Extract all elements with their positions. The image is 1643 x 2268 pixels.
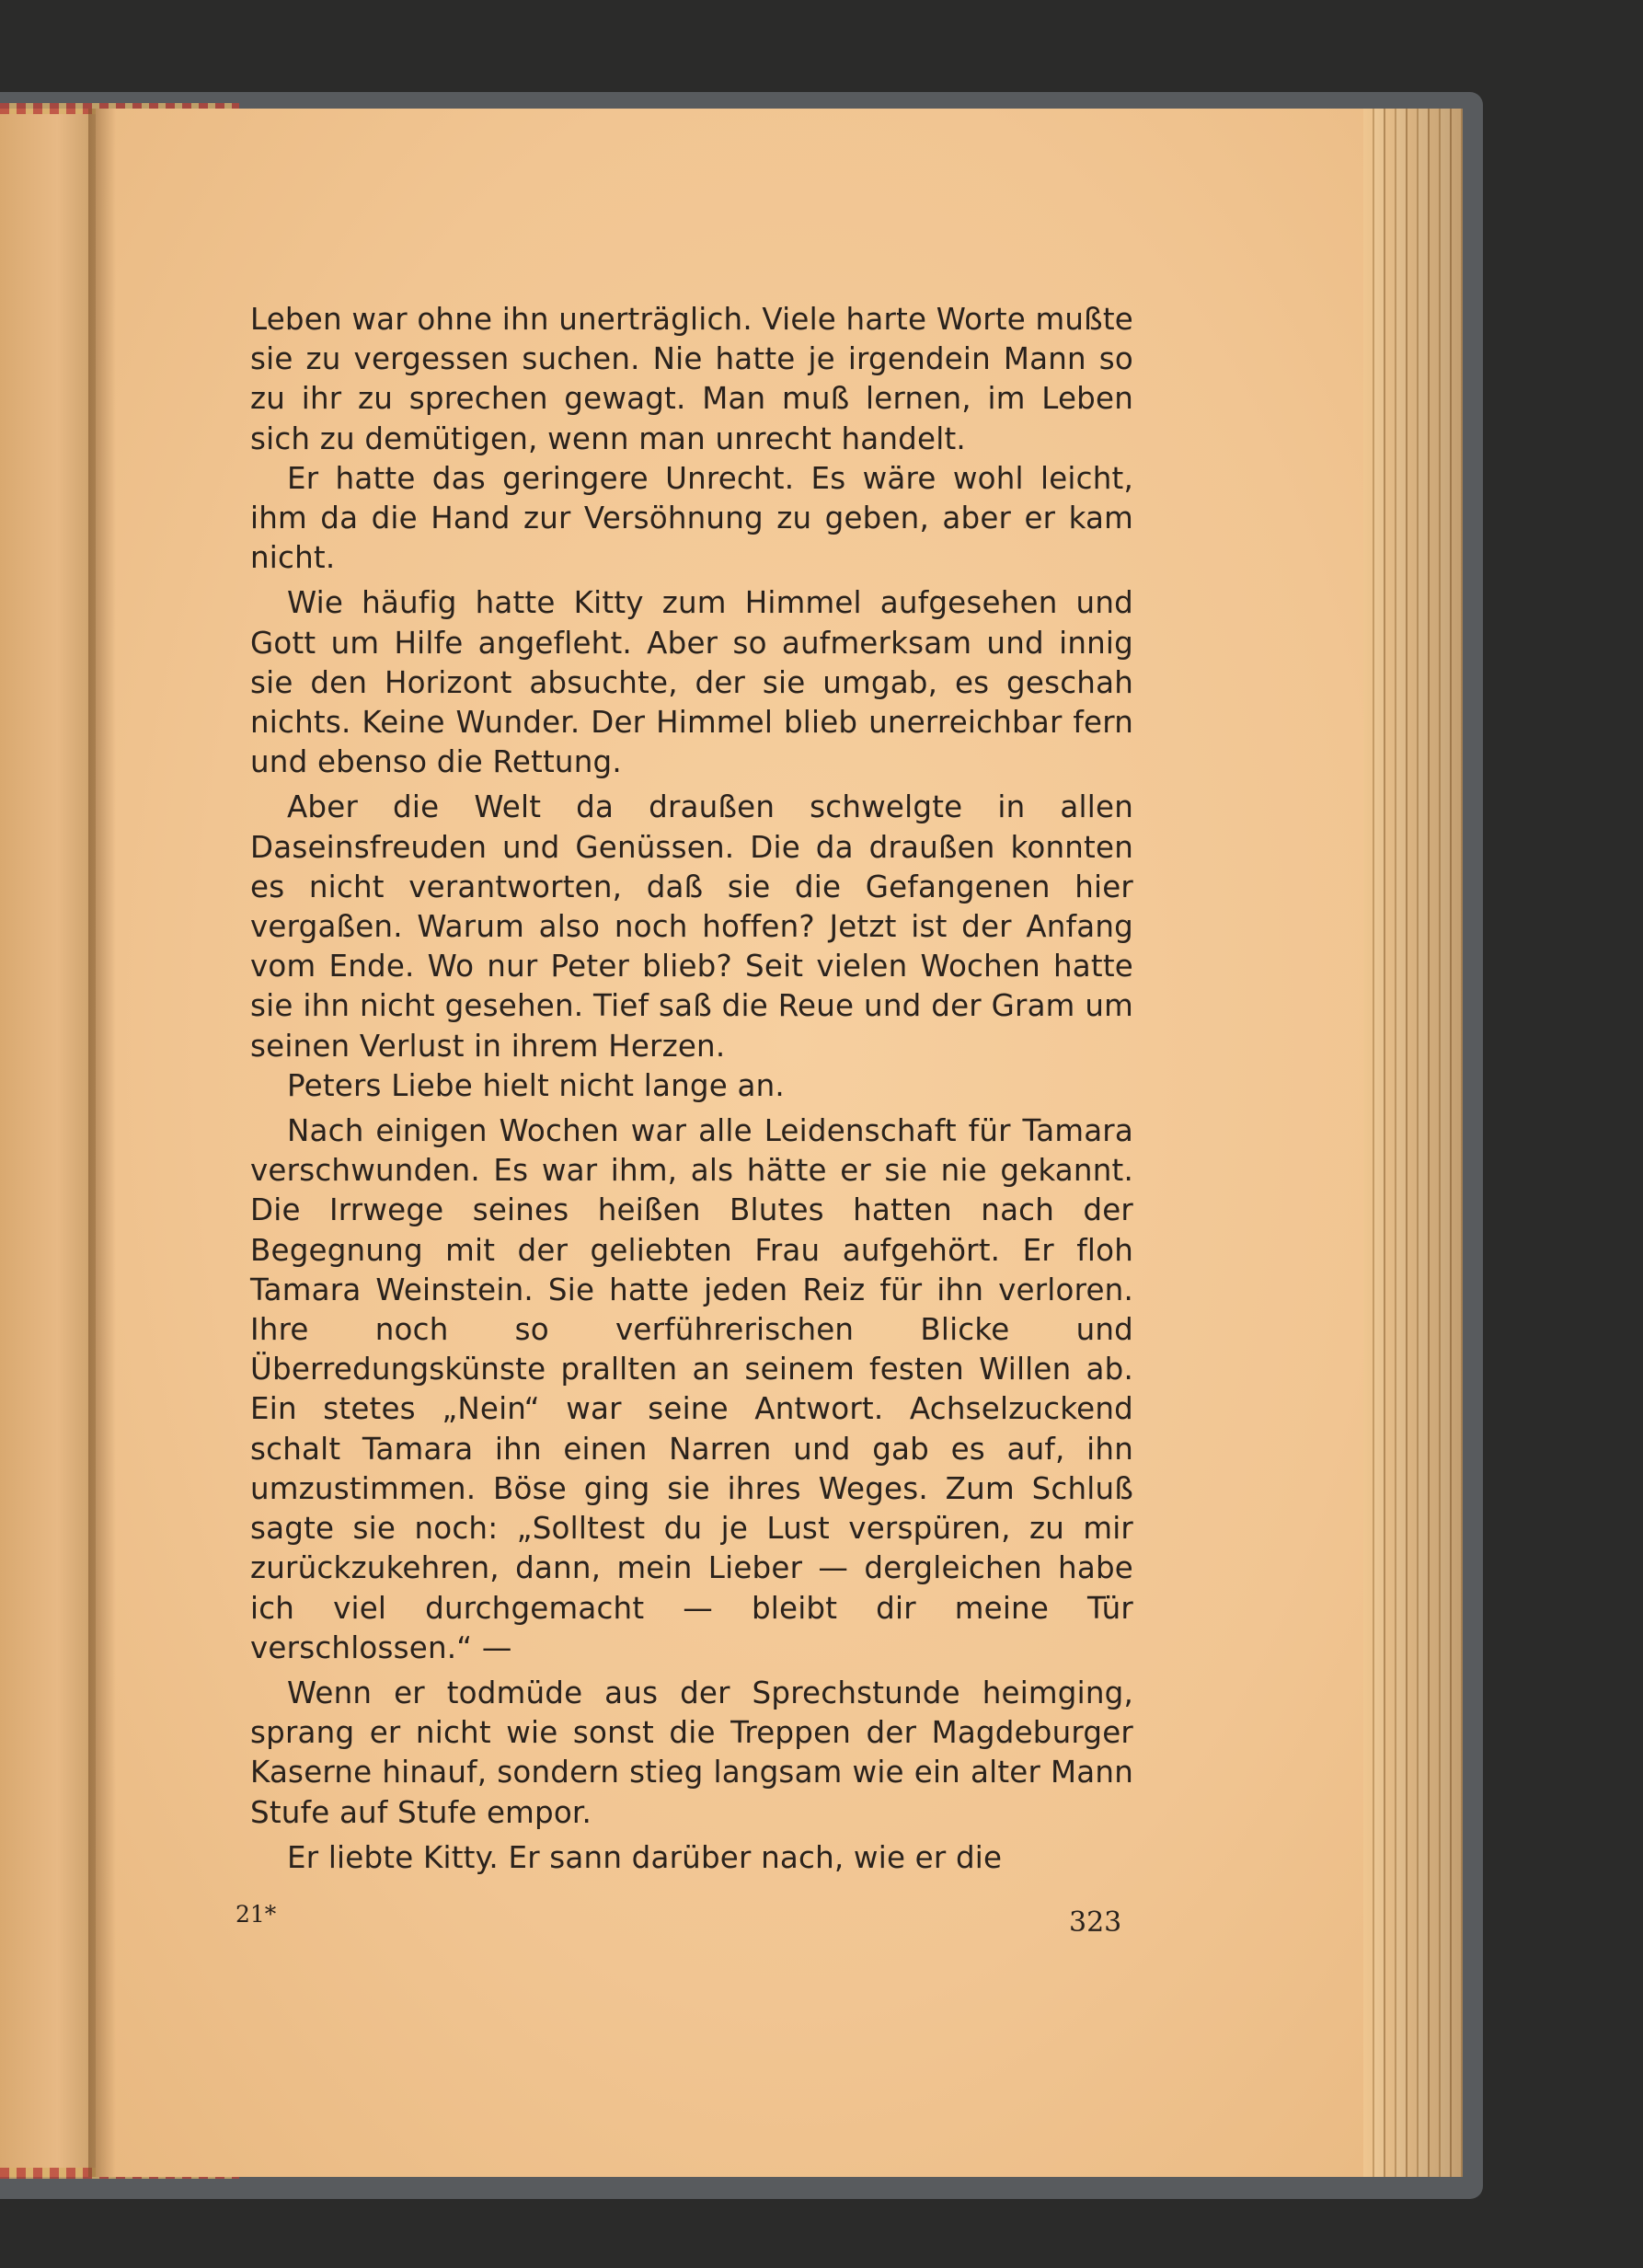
paragraph: Peters Liebe hielt nicht lange an. bbox=[287, 1067, 785, 1103]
page-edges-shade bbox=[1363, 109, 1463, 2177]
signature-mark: 21* bbox=[236, 1901, 277, 1928]
gutter-shadow bbox=[88, 109, 116, 2177]
paragraph: Er liebte Kitty. Er sann darüber nach, wie er die bbox=[287, 1839, 1003, 1875]
paragraph: Aber die Welt da draußen schwelgte in allen Daseinsfreuden und Genüssen. Die da draußen konnten es nicht verantworten, daß sie die Gefangenen hier vergaßen. Warum also noch hoffen? Jetzt ist der Anfang vom Ende. Wo nur Peter blieb? Seit vielen Wochen hatte sie ihn nicht gesehen. Tief saß die Reue und der Gram um seinen Verlust in ihrem Herzen. bbox=[250, 789, 1133, 1064]
paragraph: Wie häufig hatte Kitty zum Himmel aufgesehen und Gott um Hilfe angefleht. Aber so aufmerksam und innig sie den Horizont absuchte, der sie umgab, es geschah nichts. Keine Wunder. Der Himmel blieb unerreichbar fern und ebenso die Rettung. bbox=[250, 585, 1133, 780]
page-text bbox=[250, 300, 1133, 1878]
previous-page-edge bbox=[0, 109, 96, 2177]
page-number: 323 bbox=[1069, 1906, 1122, 1939]
paragraph: Wenn er todmüde aus der Sprechstunde heimging, sprang er nicht wie sonst die Treppen der Magdeburger Kaserne hinauf, sondern stieg langsam wie ein alter Mann Stufe auf Stufe empor. bbox=[250, 1675, 1133, 1830]
paragraph: Er hatte das geringere Unrecht. Es wäre wohl leicht, ihm da die Hand zur Versöhnung zu geben, aber er kam nicht. bbox=[250, 460, 1133, 576]
paragraph: Leben war ohne ihn unerträglich. Viele harte Worte mußte sie zu vergessen suchen. Nie hatte je irgendein Mann so zu ihr zu sprechen gewagt. Man muß lernen, im Leben sich zu demütigen, wenn man unrecht handelt. bbox=[250, 302, 1133, 456]
paragraph: Nach einigen Wochen war alle Leidenschaft für Tamara verschwunden. Es war ihm, als hätte er sie nie gekannt. Die Irrwege seines heißen Blutes hatten nach der Begegnung mit der geliebten Frau aufgehört. Er floh Tamara Weinstein. Sie hatte jeden Reiz für ihn verloren. Ihre noch so verführerischen Blicke und Überredungskünste prallten an seinem festen Willen ab. Ein stetes „Nein“ war seine Antwort. Achselzuckend schalt Tamara ihn einen Narren und gab es auf, ihn umzustimmen. Böse ging sie ihres Weges. Zum Schluß sagte sie noch: „Solltest du je Lust verspüren, zu mir zurückzukehren, dann, mein Lieber — dergleichen habe ich viel durchgemacht — bleibt dir meine Tür verschlossen.“ — bbox=[250, 1113, 1133, 1665]
